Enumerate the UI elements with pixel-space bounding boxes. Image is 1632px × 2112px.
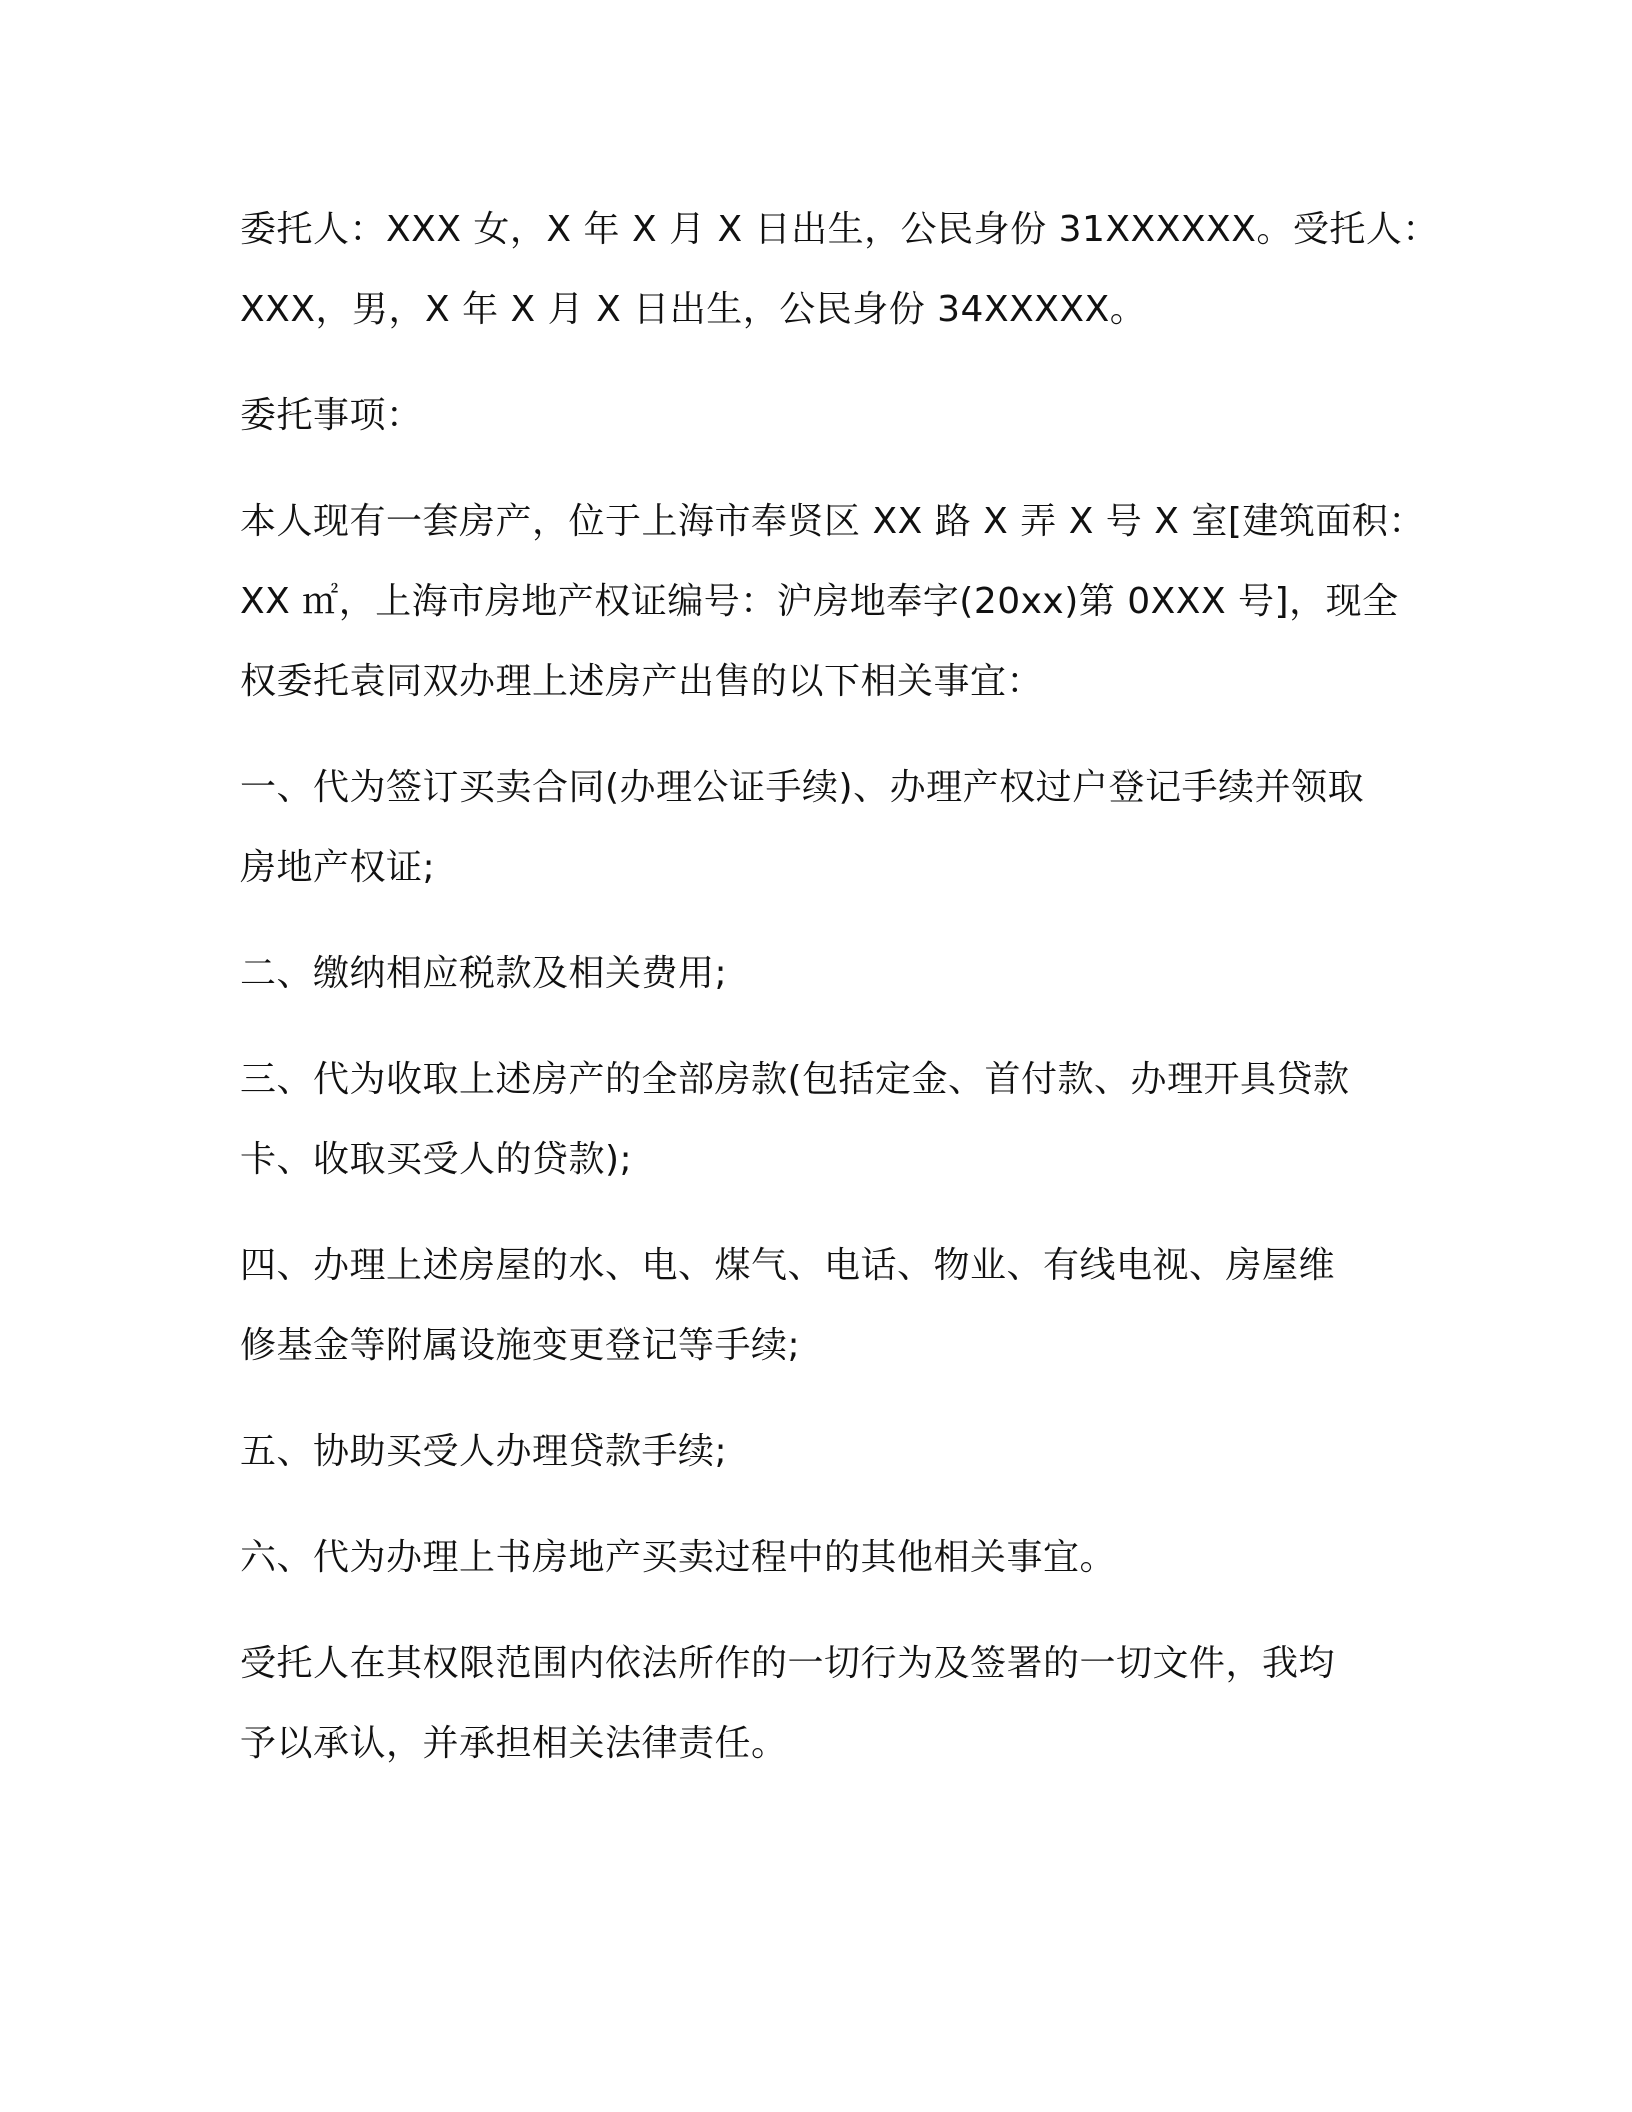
paragraph-property-description — [240, 482, 1425, 722]
text-line: 委托人：XXX 女，X 年 X 月 X 日出生，公民身份 31XXXXXX。受托人： — [240, 209, 1439, 250]
paragraph-item-2 — [240, 934, 1390, 1014]
text-line: 受托人在其权限范围内依法所作的一切行为及签署的一切文件，我均 — [240, 1643, 1336, 1684]
text-line: 六、代为办理上书房地产买卖过程中的其他相关事宜。 — [240, 1537, 1117, 1578]
text-line: 房地产权证; — [240, 847, 436, 888]
text-line: XX ㎡，上海市房地产权证编号：沪房地奉字(20xx)第 0XXX 号]，现全 — [240, 581, 1399, 622]
text-line: 委托事项： — [240, 395, 423, 436]
text-line: 一、代为签订买卖合同(办理公证手续)、办理产权过户登记手续并领取 — [240, 767, 1365, 808]
paragraph-acknowledgement — [240, 1624, 1390, 1784]
paragraph-item-6 — [240, 1518, 1390, 1598]
document-body — [240, 190, 1439, 1810]
paragraph-item-3 — [240, 1040, 1390, 1200]
text-line: 权委托袁同双办理上述房产出售的以下相关事宜： — [240, 661, 1044, 702]
text-line: 修基金等附属设施变更登记等手续; — [240, 1325, 801, 1366]
paragraph-item-4 — [240, 1226, 1390, 1386]
text-line: 三、代为收取上述房产的全部房款(包括定金、首付款、办理开具贷款 — [240, 1059, 1350, 1100]
text-line: XXX，男，X 年 X 月 X 日出生，公民身份 34XXXXX。 — [240, 289, 1147, 330]
text-line: 予以承认，并承担相关法律责任。 — [240, 1723, 788, 1764]
text-line: 四、办理上述房屋的水、电、煤气、电话、物业、有线电视、房屋维 — [240, 1245, 1336, 1286]
text-line: 卡、收取买受人的贷款); — [240, 1139, 633, 1180]
paragraph-item-1 — [240, 748, 1390, 908]
paragraph-entrusted-matters-heading — [240, 376, 1390, 456]
text-line: 五、协助买受人办理贷款手续; — [240, 1431, 728, 1472]
text-line: 二、缴纳相应税款及相关费用; — [240, 953, 728, 994]
paragraph-item-5 — [240, 1412, 1390, 1492]
paragraph-parties — [240, 190, 1439, 350]
text-line: 本人现有一套房产，位于上海市奉贤区 XX 路 X 弄 X 号 X 室[建筑面积： — [240, 501, 1425, 542]
